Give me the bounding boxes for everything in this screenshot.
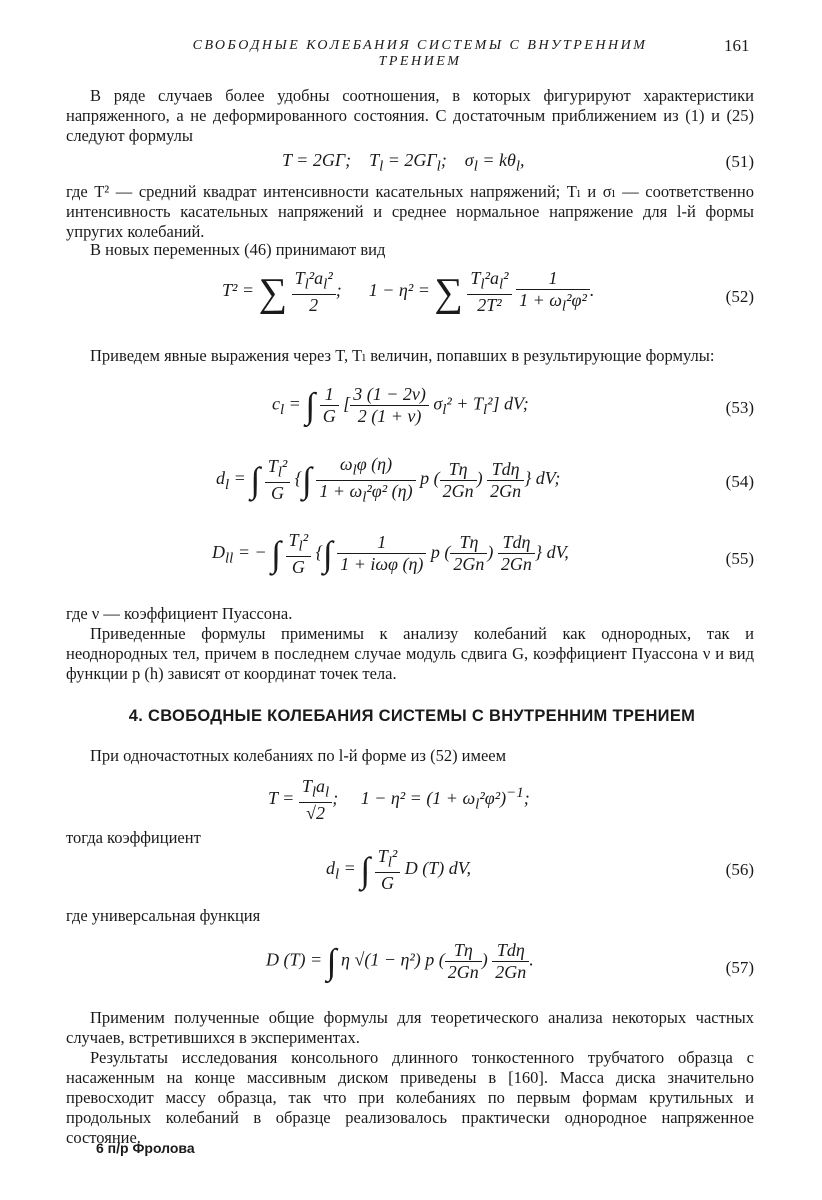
equation-55: $D_{ll}$ = − ∫ $\frac{T_l^2}{G}$ {∫ $\frac{1}{\text{1 + iωφ (η)}}$ p ( $\frac{T\eta}{2Gn}$ ) $\frac{\text{Tdη}}{2Gn}$ } dV,: [212, 530, 569, 577]
equation-53: $c_l$ = ∫ $\frac{1}{G}$ [ $\frac{3 (1 - 2\nu)}{2 (1 + \nu)}$ $\sigma_l^2 + T_l^2$] dV;: [272, 384, 529, 426]
equation-number-54: (54): [725, 472, 754, 491]
paragraph-8: тогда коэффициент: [66, 828, 201, 847]
equation-51: T = 2GΓ; $T_l = 2G\Gamma_l$; $\sigma_l = k\theta_l$,: [282, 150, 525, 175]
equation-number-55: (55): [725, 549, 754, 568]
footer-signature: 6 п/р Фролова: [96, 1140, 195, 1156]
paragraph-9: где универсальная функция: [66, 906, 261, 925]
paragraph-11: Результаты исследования консольного длинного тонкостенного трубчатого образца с насаженным на конце массивным диском приведены в [160]. Масса диска значительно превосходит массу образца, так что при колебаниях по первым формам крутильных и продольных колебаний в образце реализовалось практически однородное напряженное состояние.: [66, 1048, 754, 1147]
running-head: СВОБОДНЫЕ КОЛЕБАНИЯ СИСТЕМЫ С ВНУТРЕННИМ ТРЕНИЕМ: [192, 38, 648, 69]
page-number: 161: [724, 36, 750, 55]
paragraph-4: Приведем явные выражения через T, Tₗ величин, попавших в результирующие формулы:: [90, 346, 715, 365]
equation-number-51: (51): [725, 152, 754, 171]
paragraph-10: Применим полученные общие формулы для теоретического анализа некоторых частных случаев, встретившихся в экспериментах.: [66, 1008, 754, 1047]
equation-number-56: (56): [725, 860, 754, 879]
equation-52: T² = ∑ $\frac{T_l^2a_l^2}{2}$ ; 1 − η² = ∑ $\frac{T_l^2a_l^2}{\text{2T²}}$ $\frac{1}{1 + \omega_l^2\varphi^2}$ .: [222, 268, 595, 315]
paragraph-1: В ряде случаев более удобны соотношения, в которых фигурируют характеристики напряженного, а не деформированного состояния. С достаточным приближением из (1) и (25) следуют формулы: [66, 86, 754, 145]
equation-number-53: (53): [725, 398, 754, 417]
section-title: 4. СВОБОДНЫЕ КОЛЕБАНИЯ СИСТЕМЫ С ВНУТРЕННИМ ТРЕНИЕМ: [128, 707, 696, 725]
equation-unnumbered: T = $\frac{T_la_l}{√2}$ ; $1 - \eta^2 = (1 + \omega_l^2\varphi^2)^{-1}$;: [268, 776, 530, 823]
equation-54: $d_l$ = ∫ $\frac{T_l^2}{G}$ {∫ $\frac{\omega_l\varphi (\eta)}{1 + \omega_l^2\varphi^2 (\eta)}$ p ( $\frac{T\eta}{2Gn}$ ) $\frac{\text{Tdη}}{2Gn}$ } dV;: [216, 454, 561, 506]
paragraph-7: При одночастотных колебаниях по l-й форме из (52) имеем: [90, 746, 507, 765]
paragraph-3: В новых переменных (46) принимают вид: [90, 240, 386, 259]
equation-number-52: (52): [725, 287, 754, 306]
paragraph-6: Приведенные формулы применимы к анализу колебаний как однородных, так и неоднородных тел, причем в последнем случае модуль сдвига G, коэффициент Пуассона ν и вид функции p (h) зависят от координат точек тела.: [66, 624, 754, 683]
paragraph-5: где ν — коэффициент Пуассона.: [66, 604, 293, 623]
equation-number-57: (57): [725, 958, 754, 977]
paragraph-2: где T² — средний квадрат интенсивности касательных напряжений; Tₗ и σₗ — соответственно интенсивность касательных напряжений и среднее нормальное напряжение для l-й формы упругих колебаний.: [66, 182, 754, 241]
equation-57: D (T) = ∫ η √(1 − η²) p ( $\frac{T\eta}{2Gn}$ ) $\frac{\text{Tdη}}{2Gn}$ .: [266, 940, 534, 982]
equation-56: $d_l$ = ∫ $\frac{T_l^2}{G}$ D (T) dV,: [326, 846, 471, 893]
